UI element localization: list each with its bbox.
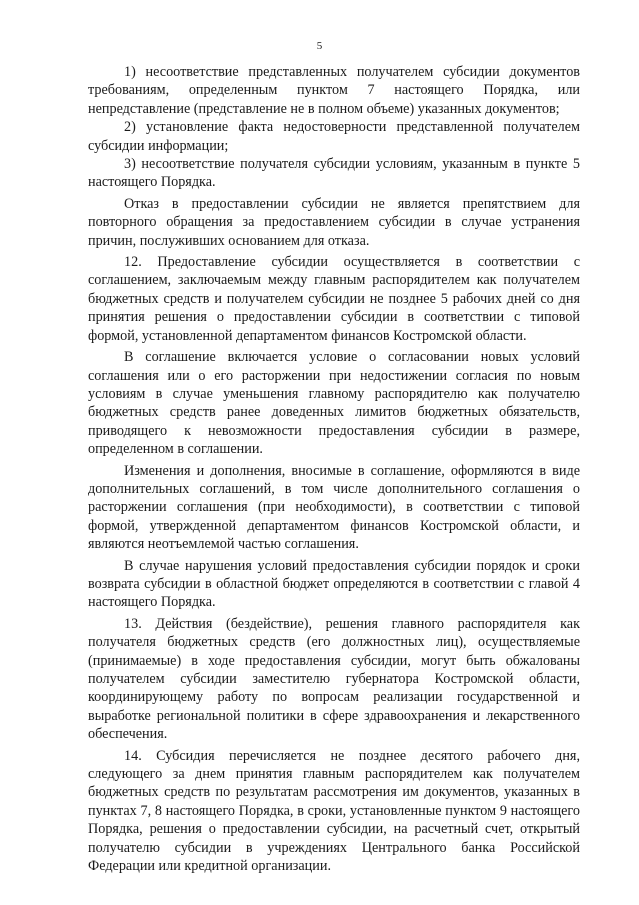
paragraph-violation-return: В случае нарушения условий предоставления субсидии порядок и сроки возврата субсидии в областной бюджет определяются в соответствии с главой 4 настоящего Порядка. <box>88 557 580 611</box>
paragraph-refusal-note: Отказ в предоставлении субсидии не является препятствием для повторного обращения за предоставлением субсидии в случае устранения причин, послуживших основанием для отказа. <box>88 195 580 249</box>
paragraph-section-14: 14. Субсидия перечисляется не позднее десятого рабочего дня, следующего за днем принятия главным распорядителем как получателем бюджетных средств по результатам рассмотрения им документов, указанных в пунктах 7, 8 настоящего Порядка, в сроки, установленные пунктом 9 настоящего Порядка, решения о предоставлении субсидии, на расчетный счет, открытый получателю субсидии в учреждениях Центрального банка Российской Федерации или кредитной организации. <box>88 747 580 875</box>
paragraph-section-12: 12. Предоставление субсидии осуществляется в соответствии с соглашением, заключаемым между главным распорядителем как получателем бюджетных средств и получателем субсидии не позднее 5 рабочих дней со дня принятия решения о предоставлении субсидии в соответствии с типовой формой, установленной департаментом финансов Костромской области. <box>88 254 580 344</box>
document-body <box>88 63 580 875</box>
paragraph-section-13: 13. Действия (бездействие), решения главного распорядителя как получателя бюджетных средств (его должностных лиц), осуществляемые (принимаемые) в ходе предоставления субсидии, могут быть обжалованы получателем субсидии заместителю губернатора Костромской области, координирующему работу по вопросам реализации государственной и выработке региональной политики в сфере здравоохранения и лекарственного обеспечения. <box>88 615 580 743</box>
page-number: 5 <box>316 40 323 52</box>
paragraph-item-2: 2) установление факта недостоверности представленной получателем субсидии информации; <box>88 119 580 154</box>
paragraph-agreement-condition: В соглашение включается условие о согласовании новых условий соглашения или о его расторжении при недостижении согласия по новым условиям в случае уменьшения главному распорядителю как получателю бюджетных средств ранее доведенных лимитов бюджетных обязательств, приводящего к невозможности предоставления субсидии в размере, определенном в соглашении. <box>88 349 580 458</box>
paragraph-agreement-changes: Изменения и дополнения, вносимые в соглашение, оформляются в виде дополнительных соглашений, в том числе дополнительного соглашения о расторжении соглашения (при необходимости), в соответствии с типовой формой, утвержденной департаментом финансов Костромской области, и являются неотъемлемой частью соглашения. <box>88 462 580 553</box>
paragraph-item-1: 1) несоответствие представленных получателем субсидии документов требованиям, определенным пунктом 7 настоящего Порядка, или непредставление (представление не в полном объеме) указанных документов; <box>88 64 580 117</box>
paragraph-item-3: 3) несоответствие получателя субсидии условиям, указанным в пункте 5 настоящего Порядка. <box>88 156 580 191</box>
